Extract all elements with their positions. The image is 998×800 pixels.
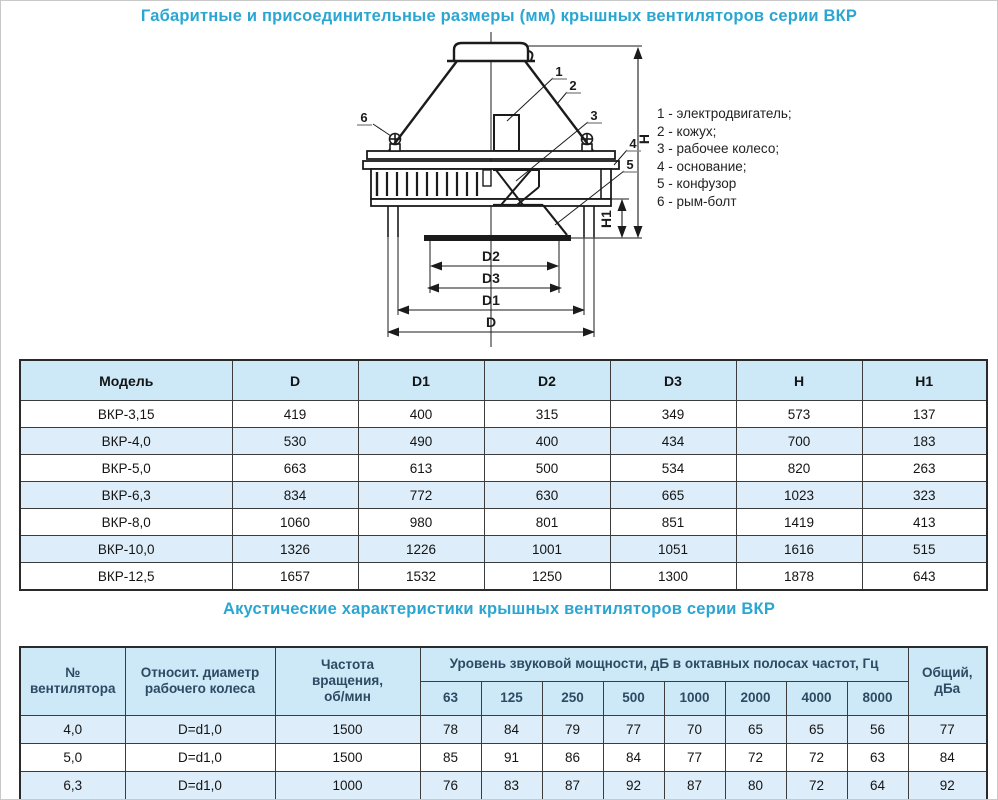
table-row: [20, 715, 987, 743]
value-cell: 665: [610, 482, 736, 509]
fan-drawing-section: [1, 29, 998, 355]
dim-label-d: D: [485, 314, 497, 330]
value-cell: 79: [542, 715, 603, 743]
value-cell: 349: [610, 401, 736, 428]
value-cell: 1500: [275, 743, 420, 771]
frequency-header: 125: [481, 681, 542, 715]
value-cell: 980: [358, 509, 484, 536]
value-cell: 1300: [610, 563, 736, 591]
fan-number-cell: 6,3: [20, 771, 125, 800]
model-cell: ВКР-10,0: [20, 536, 232, 563]
value-cell: 413: [862, 509, 987, 536]
frequency-header: 1000: [664, 681, 725, 715]
frequency-header: 63: [420, 681, 481, 715]
value-cell: 84: [603, 743, 664, 771]
table-row: [20, 563, 987, 591]
legend-item: 4 - основание;: [657, 158, 747, 174]
frequency-header: 500: [603, 681, 664, 715]
header-row-top: [20, 647, 987, 681]
part-label-5: 5: [626, 157, 634, 172]
model-cell: ВКР-6,3: [20, 482, 232, 509]
value-cell: 1532: [358, 563, 484, 591]
table-row: [20, 509, 987, 536]
table-row: [20, 482, 987, 509]
value-cell: 263: [862, 455, 987, 482]
column-header: H1: [862, 360, 987, 401]
value-cell: 630: [484, 482, 610, 509]
value-cell: 801: [484, 509, 610, 536]
value-cell: 530: [232, 428, 358, 455]
value-cell: 400: [484, 428, 610, 455]
model-cell: ВКР-12,5: [20, 563, 232, 591]
value-cell: 72: [725, 743, 786, 771]
acoustics-table-body: [20, 715, 987, 800]
value-cell: 64: [847, 771, 908, 800]
part-label-3: 3: [590, 108, 598, 123]
part-label-6: 6: [360, 110, 368, 125]
value-cell: 84: [908, 743, 987, 771]
value-cell: 56: [847, 715, 908, 743]
frequency-header: 8000: [847, 681, 908, 715]
value-cell: 76: [420, 771, 481, 800]
value-cell: 573: [736, 401, 862, 428]
value-cell: 1419: [736, 509, 862, 536]
value-cell: 87: [542, 771, 603, 800]
value-cell: 500: [484, 455, 610, 482]
model-cell: ВКР-5,0: [20, 455, 232, 482]
value-cell: 663: [232, 455, 358, 482]
value-cell: 72: [786, 743, 847, 771]
cap-shape: [447, 43, 535, 61]
dimensions-table-header: [20, 360, 987, 401]
value-cell: 1060: [232, 509, 358, 536]
value-cell: 772: [358, 482, 484, 509]
value-cell: 515: [862, 536, 987, 563]
value-cell: 87: [664, 771, 725, 800]
model-cell: ВКР-8,0: [20, 509, 232, 536]
frequency-header: 4000: [786, 681, 847, 715]
table-row: [20, 536, 987, 563]
value-cell: 1878: [736, 563, 862, 591]
value-cell: 83: [481, 771, 542, 800]
fan-number-cell: 5,0: [20, 743, 125, 771]
motor-box: [494, 115, 519, 151]
value-cell: 183: [862, 428, 987, 455]
table-row: [20, 771, 987, 800]
table-row: [20, 743, 987, 771]
col-sound-power-group: Уровень звуковой мощности, дБ в октавных полосах частот, Гц: [420, 647, 908, 681]
value-cell: D=d1,0: [125, 715, 275, 743]
acoustics-table-header: [20, 647, 987, 715]
value-cell: 1616: [736, 536, 862, 563]
col-rotation-speed: Частота вращения, об/мин: [275, 647, 420, 715]
value-cell: 65: [725, 715, 786, 743]
legend-item: 3 - рабочее колесо;: [657, 141, 780, 156]
value-cell: 80: [725, 771, 786, 800]
part-label-4: 4: [629, 136, 637, 151]
eye-bolt-right: [581, 133, 593, 151]
value-cell: 700: [736, 428, 862, 455]
column-header: Модель: [20, 360, 232, 401]
value-cell: 77: [908, 715, 987, 743]
value-cell: 534: [610, 455, 736, 482]
value-cell: 63: [847, 743, 908, 771]
parts-legend: [657, 105, 792, 210]
frequency-header: 250: [542, 681, 603, 715]
value-cell: D=d1,0: [125, 743, 275, 771]
table-row: [20, 455, 987, 482]
value-cell: 84: [481, 715, 542, 743]
dim-label-d2: D2: [482, 248, 500, 264]
fan-technical-drawing: [331, 29, 671, 355]
dim-label-h1: H1: [598, 210, 614, 228]
value-cell: 1051: [610, 536, 736, 563]
model-cell: ВКР-4,0: [20, 428, 232, 455]
value-cell: 400: [358, 401, 484, 428]
value-cell: 77: [664, 743, 725, 771]
model-cell: ВКР-3,15: [20, 401, 232, 428]
acoustics-table: [19, 646, 988, 800]
value-cell: 86: [542, 743, 603, 771]
column-header: D3: [610, 360, 736, 401]
table-row: [20, 401, 987, 428]
value-cell: 1023: [736, 482, 862, 509]
column-header: D: [232, 360, 358, 401]
value-cell: 1226: [358, 536, 484, 563]
value-cell: 1000: [275, 771, 420, 800]
value-cell: 65: [786, 715, 847, 743]
col-fan-number: № вентилятора: [20, 647, 125, 715]
value-cell: D=d1,0: [125, 771, 275, 800]
legend-item: 1 - электродвигатель;: [657, 106, 792, 121]
value-cell: 91: [481, 743, 542, 771]
table-row: [20, 428, 987, 455]
value-cell: 1001: [484, 536, 610, 563]
part-label-1: 1: [555, 64, 563, 79]
value-cell: 820: [736, 455, 862, 482]
value-cell: 72: [786, 771, 847, 800]
value-cell: 613: [358, 455, 484, 482]
value-cell: 77: [603, 715, 664, 743]
dim-label-d1: D1: [482, 292, 500, 308]
confuser-shape: [493, 205, 567, 235]
dimensions-table: [19, 359, 988, 591]
dimensions-table-body: [20, 401, 987, 591]
value-cell: 643: [862, 563, 987, 591]
dim-label-h: H: [636, 133, 652, 145]
column-header: H: [736, 360, 862, 401]
band-bottom-rail: [371, 199, 611, 206]
value-cell: 137: [862, 401, 987, 428]
legend-item: 5 - конфузор: [657, 176, 737, 191]
value-cell: 85: [420, 743, 481, 771]
value-cell: 490: [358, 428, 484, 455]
value-cell: 92: [603, 771, 664, 800]
col-total-dba: Общий, дБа: [908, 647, 987, 715]
legend-item: 6 - рым-болт: [657, 193, 737, 209]
page-title: Габаритные и присоединительные размеры (мм) крышных вентиляторов серии ВКР: [140, 7, 858, 25]
value-cell: 419: [232, 401, 358, 428]
value-cell: 434: [610, 428, 736, 455]
value-cell: 1326: [232, 536, 358, 563]
value-cell: 851: [610, 509, 736, 536]
value-cell: 1657: [232, 563, 358, 591]
frequency-header: 2000: [725, 681, 786, 715]
col-relative-diameter: Относит. диаметр рабочего колеса: [125, 647, 275, 715]
value-cell: 78: [420, 715, 481, 743]
column-header: D1: [358, 360, 484, 401]
header-row: [20, 360, 987, 401]
dim-label-d3: D3: [482, 270, 500, 286]
value-cell: 834: [232, 482, 358, 509]
fan-number-cell: 4,0: [20, 715, 125, 743]
value-cell: 92: [908, 771, 987, 800]
part-label-2: 2: [569, 78, 577, 93]
column-header: D2: [484, 360, 610, 401]
value-cell: 1250: [484, 563, 610, 591]
section-title-acoustics: Акустические характеристики крышных вентиляторов серии ВКР: [222, 600, 776, 618]
value-cell: 323: [862, 482, 987, 509]
value-cell: 315: [484, 401, 610, 428]
legend-item: 2 - кожух;: [657, 123, 717, 139]
value-cell: 70: [664, 715, 725, 743]
value-cell: 1500: [275, 715, 420, 743]
bottom-plate: [424, 235, 571, 241]
